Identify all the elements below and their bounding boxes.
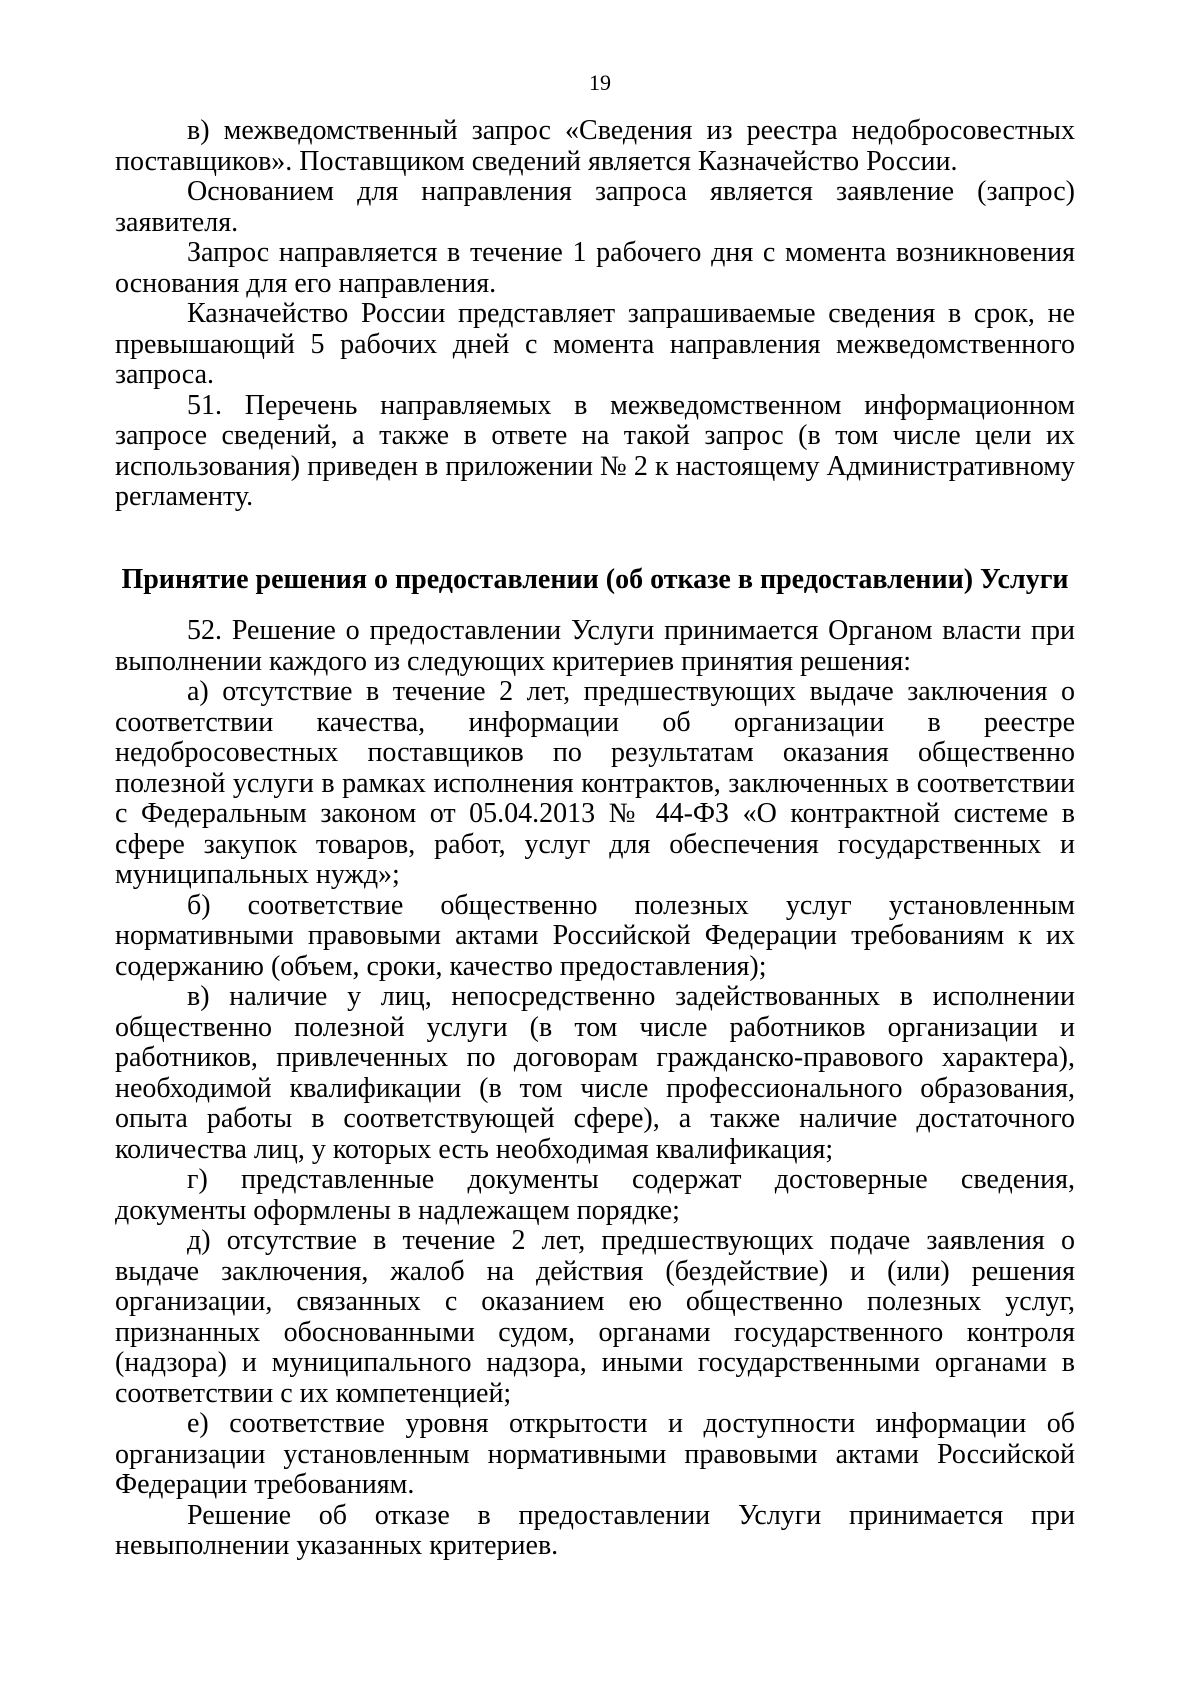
paragraph-request-basis: Основанием для направления запроса является заявление (запрос) заявителя. <box>115 176 1075 238</box>
paragraph-refusal-decision: Решение об отказе в предоставлении Услуги принимается при невыполнении указанных критериев. <box>115 1499 1075 1561</box>
criterion-e: е) соответствие уровня открытости и доступности информации об организации установленным нормативными правовыми актами Российской Федерации требованиям. <box>115 1408 1075 1500</box>
criterion-b: б) соответствие общественно полезных услуг установленным нормативными правовыми актами Российской Федерации требованиям к их содержанию (объем, сроки, качество предоставления); <box>115 889 1075 982</box>
page-number: 19 <box>589 70 611 95</box>
criterion-v: в) наличие у лиц, непосредственно задействованных в исполнении общественно полезной услуги (в том числе работников организации и работников, привлеченных по договорам гражданско-правового характера), необходимой квалификации (в том числе профессионального образования, опыта работы в соответствующей сфере), а также наличие достаточного количества лиц, у которых есть необходимая квалификация; <box>115 981 1075 1165</box>
paragraph-52-decision-criteria: 52. Решение о предоставлении Услуги принимается Органом власти при выполнении каждого из следующих критериев принятия решения: <box>115 615 1075 677</box>
criterion-a: а) отсутствие в течение 2 лет, предшествующих выдаче заключения о соответствии качества, информации об организации в реестре недобросовестных поставщиков по результатам оказания общественно полезной услуги в рамках исполнения контрактов, заключенных в соответствии с Федеральным законом от 05.04.2013 № 44-ФЗ «О контрактной системе в сфере закупок товаров, работ, услуг для обеспечения государственных и муниципальных нужд»; <box>115 676 1075 890</box>
spacer <box>115 513 1075 565</box>
document-body <box>115 116 1075 1562</box>
section-heading: Принятие решения о предоставлении (об отказе в предоставлении) Услуги <box>121 563 1069 595</box>
paragraph-request-deadline: Запрос направляется в течение 1 рабочего дня с момента возникновения основания для его направления. <box>115 237 1075 299</box>
paragraph-treasury-response-term: Казначейство России представляет запрашиваемые сведения в срок, не превышающий 5 рабочих дней с момента направления межведомственного запроса. <box>115 298 1075 390</box>
paragraph-interdepartmental-request-v: в) межведомственный запрос «Сведения из реестра недобросовестных поставщиков». Поставщиком сведений является Казначейство России. <box>115 115 1075 177</box>
paragraph-51-list-of-data: 51. Перечень направляемых в межведомственном информационном запросе сведений, а также в ответе на такой запрос (в том числе цели их использования) приведен в приложении № 2 к настоящему Административному регламенту. <box>115 389 1075 512</box>
criterion-d: д) отсутствие в течение 2 лет, предшествующих подаче заявления о выдаче заключения, жалоб на действия (бездействие) и (или) решения организации, связанных с оказанием ею общественно полезных услуг, признанных обоснованными судом, органами государственного контроля (надзора) и муниципального надзора, иными государственными органами в соответствии с их компетенцией; <box>115 1225 1075 1409</box>
spacer <box>115 595 1075 616</box>
criterion-g: г) представленные документы содержат достоверные сведения, документы оформлены в надлежащем порядке; <box>115 1164 1075 1226</box>
